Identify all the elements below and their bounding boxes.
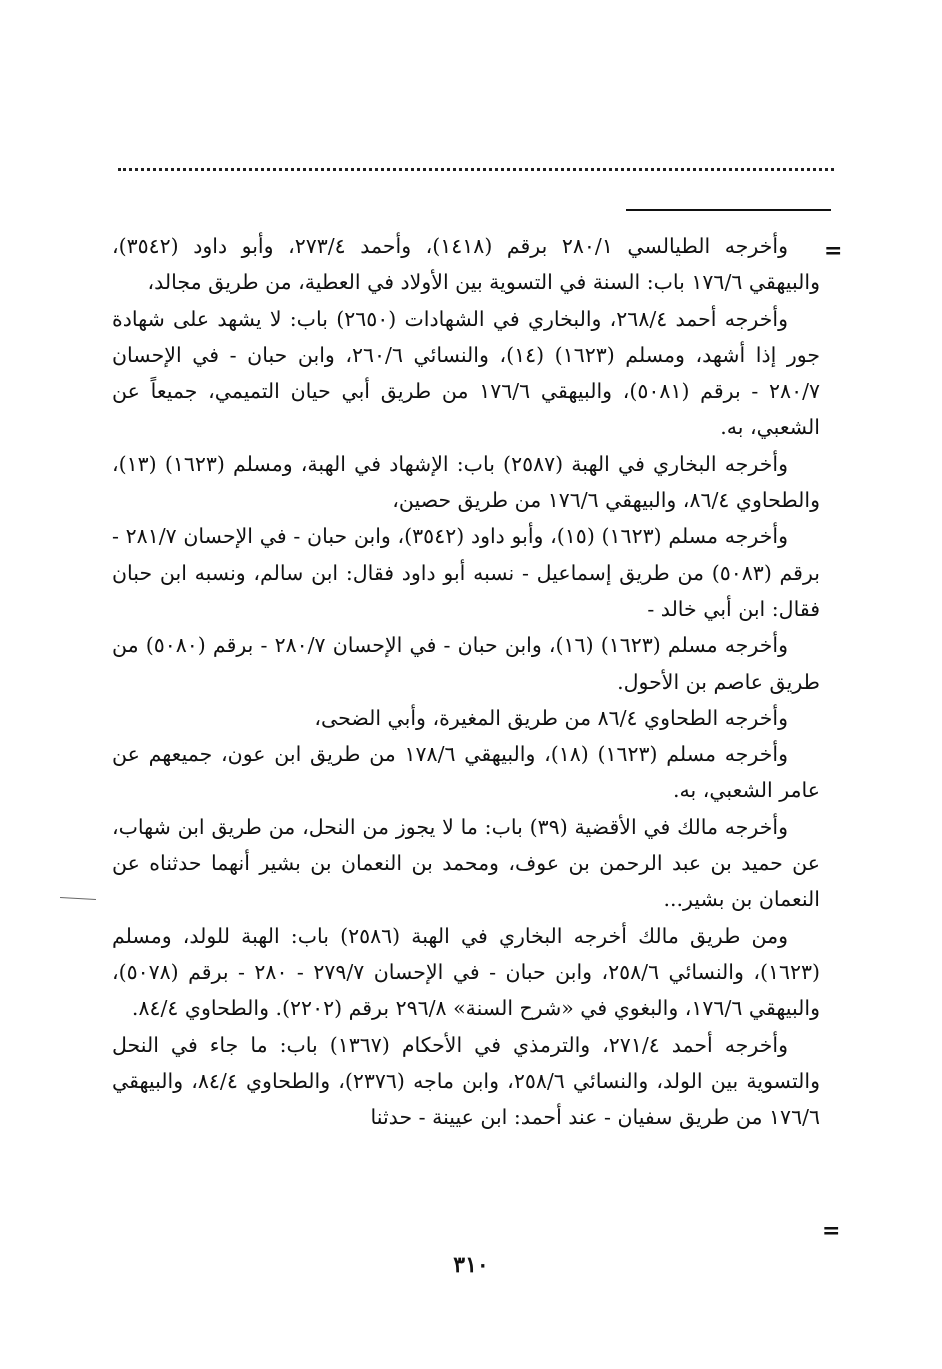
footnote-text: وأخرجه الطحاوي ٨٦/٤ من طريق المغيرة، وأبي الضحى، [314,705,788,730]
footnote-paragraph [112,627,820,700]
footnote-text: وأخرجه الطيالسي ٢٨٠/١ برقم (١٤١٨)، وأحمد ٢٧٣/٤، وأبو داود (٣٥٤٢)، والبيهقي ١٧٦/٦ باب: السنة في التسوية بين الأولاد في العطية، من طريق مجالد، [112,234,820,295]
footnote-text: وأخرجه البخاري في الهبة (٢٥٨٧) باب: الإشهاد في الهبة، ومسلم (١٦٢٣) (١٣)، والطحاوي ٨٦/٤، والبيهقي ١٧٦/٦ من طريق حصين، [112,451,820,513]
footnote-paragraph [112,1027,820,1136]
footnote-paragraph [112,518,820,627]
dotted-separator [118,168,834,171]
footnote-paragraph [112,228,820,301]
footnote-paragraph [112,918,820,1027]
footnote-paragraph [112,446,820,519]
footnote-text: وأخرجه مسلم (١٦٢٣) (١٦)، وابن حبان - في الإحسان ٢٨٠/٧ - برقم (٥٠٨٠) من طريق عاصم بن الأحول. [112,633,820,694]
continuation-mark-top: = [824,238,843,264]
footnote-paragraph [112,736,820,809]
footnote-text: وأخرجه مالك في الأقضية (٣٩) باب: ما لا يجوز من النحل، من طريق ابن شهاب، عن حميد بن عبد الرحمن بن عوف، ومحمد بن النعمان بن بشير أنهما حدثناه عن النعمان بن بشير... [112,814,820,912]
footnote-text: وأخرجه مسلم (١٦٢٣) (١٨)، والبيهقي ١٧٨/٦ من طريق ابن عون، جميعهم عن عامر الشعبي، به. [112,742,820,803]
footnote-text: ومن طريق مالك أخرجه البخاري في الهبة (٢٥٨٦) باب: الهبة للولد، ومسلم (١٦٢٣)، والنسائي ٢٥٨/٦، وابن حبان - في الإحسان ٢٧٩/٧ - ٢٨٠ - برقم (٥٠٧٨)، والبيهقي ١٧٦/٦، والبغوي في «شرح السنة» ٢٩٦/٨ برقم (٢٢٠٢). والطحاوي ٨٤/٤. [112,923,820,1021]
footnote-text: وأخرجه أحمد ٢٦٨/٤، والبخاري في الشهادات (٢٦٥٠) باب: لا يشهد على شهادة جور إذا أشهد، ومسلم (١٦٢٣) (١٤)، والنسائي ٢٦٠/٦، وابن حبان - في الإحسان ٢٨٠/٧ - برقم (٥٠٨١)، والبيهقي ١٧٦/٦ من طريق أبي حيان التميمي، جميعاً عن الشعبي، به. [112,306,820,440]
footnote-paragraph [112,700,820,736]
footnote-text: وأخرجه مسلم (١٦٢٣) (١٥)، وأبو داود (٣٥٤٢)، وابن حبان - في الإحسان ٢٨١/٧ - برقم (٥٠٨٣) من طريق إسماعيل - نسبه أبو داود فقال: ابن سالم، ونسبه ابن حبان فقال: ابن أبي خالد - [112,524,821,621]
footnotes-block [112,228,820,1135]
continuation-mark-bottom: = [822,1218,841,1244]
footnote-rule [626,209,831,211]
footnote-paragraph [112,301,820,446]
page-number: ٣١٠ [453,1252,489,1278]
margin-pencil-mark [60,897,96,900]
footnote-paragraph [112,809,820,918]
footnote-text: وأخرجه أحمد ٢٧١/٤، والترمذي في الأحكام (١٣٦٧) باب: ما جاء في النحل والتسوية بين الولد، والنسائي ٢٥٨/٦، وابن ماجه (٢٣٧٦)، والطحاوي ٨٤/٤، والبيهقي ١٧٦/٦ من طريق سفيان - عند أحمد: ابن عيينة - حدثنا [112,1032,820,1130]
